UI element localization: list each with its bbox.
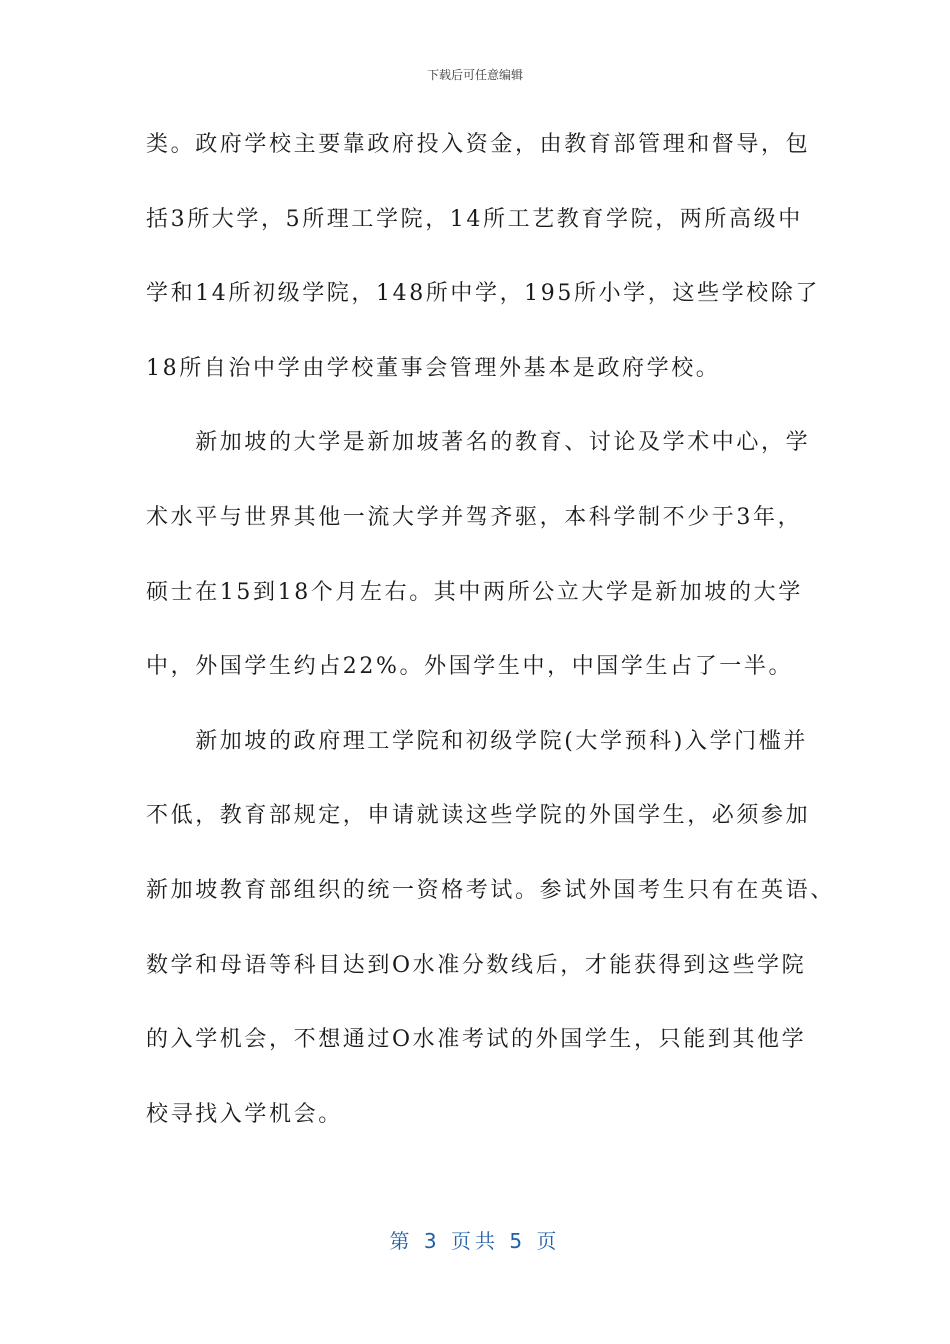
text-line: 数学和母语等科目达到O水准分数线后，才能获得到这些学院 <box>146 952 807 978</box>
text-line: 的入学机会，不想通过O水准考试的外国学生，只能到其他学 <box>146 1027 807 1053</box>
page-header: 下载后可任意编辑 <box>426 68 523 82</box>
text-line: 新加坡的大学是新加坡著名的教育、讨论及学术中心，学 <box>146 430 811 456</box>
text-line: 术水平与世界其他一流大学并驾齐驱，本科学制不少于3年， <box>146 504 803 530</box>
page-number-footer: 第 3 页共 5 页 <box>389 1229 561 1253</box>
text-line: 新加坡教育部组织的统一资格考试。参试外国考生只有在英语、 <box>146 877 835 903</box>
text-line: 不低，教育部规定，申请就读这些学院的外国学生，必须参加 <box>146 803 811 829</box>
text-line: 学和14所初级学院，148所中学，195所小学，这些学校除了 <box>146 281 820 307</box>
text-line: 中，外国学生约占22%。外国学生中，中国学生占了一半。 <box>146 654 794 680</box>
text-line: 校寻找入学机会。 <box>146 1101 343 1127</box>
text-line: 新加坡的政府理工学院和初级学院(大学预科)入学门槛并 <box>146 728 808 754</box>
text-line: 类。政府学校主要靠政府投入资金，由教育部管理和督导，包 <box>146 132 811 157</box>
text-line: 18所自治中学由学校董事会管理外基本是政府学校。 <box>146 355 721 381</box>
text-line: 硕士在15到18个月左右。其中两所公立大学是新加坡的大学 <box>146 579 803 605</box>
document-body <box>146 122 835 1166</box>
text-line: 括3所大学，5所理工学院，14所工艺教育学院，两所高级中 <box>146 206 803 232</box>
